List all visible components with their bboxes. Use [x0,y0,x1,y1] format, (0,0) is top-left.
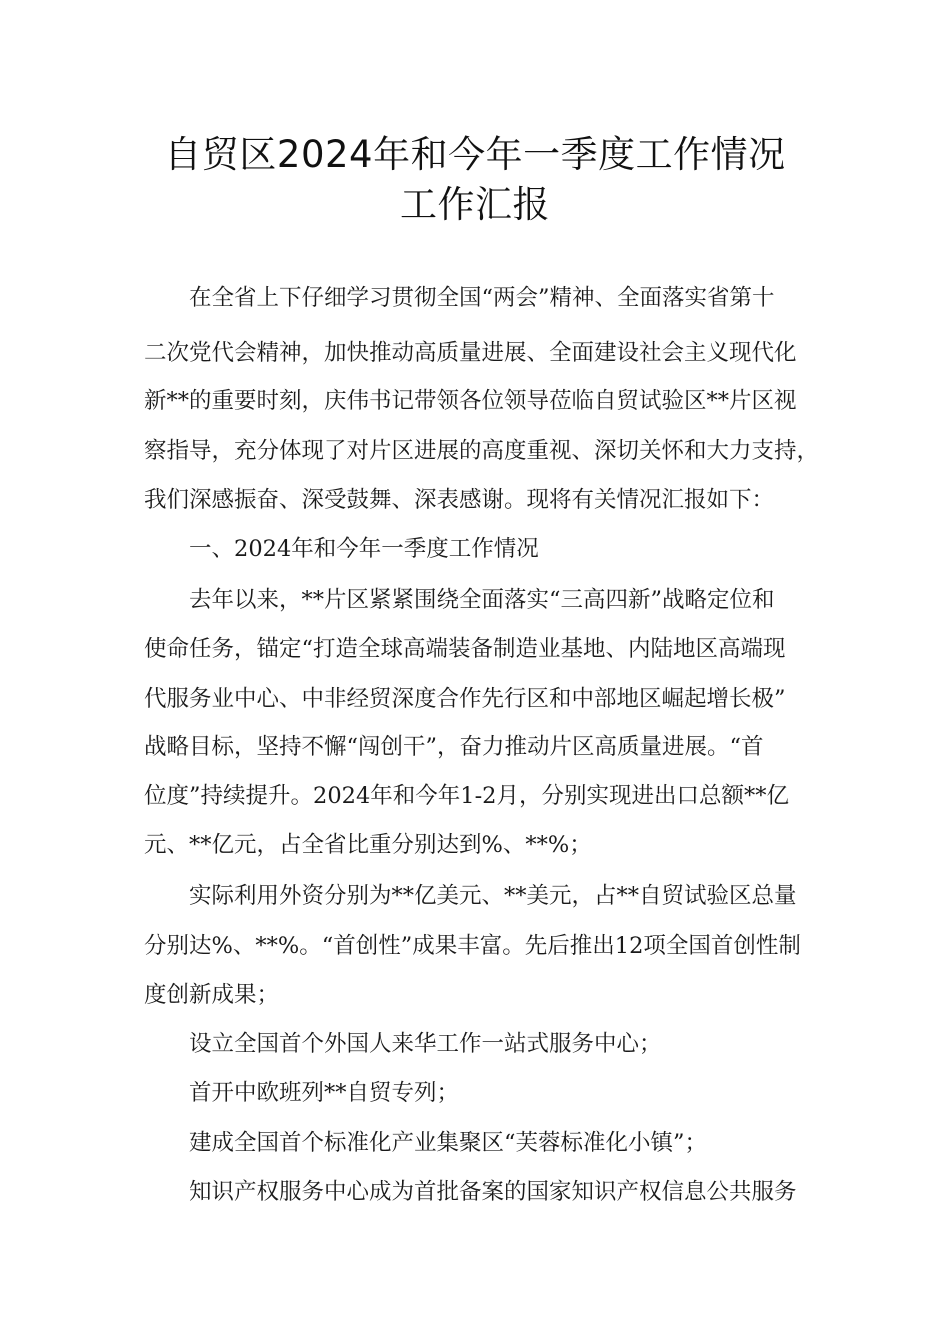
document-title-line-2: 工作汇报 [400,183,550,226]
paragraph-1-line-1: 在全省上下仔细学习贯彻全国“两会”精神、全面落实省第十 [189,285,775,311]
paragraph-2-line-3: 代服务业中心、中非经贸深度合作先行区和中部地区崛起增长极” [144,686,786,712]
paragraph-5: 首开中欧班列**自贸专列； [189,1080,460,1106]
paragraph-2-line-1: 去年以来，**片区紧紧围绕全面落实“三高四新”战略定位和 [189,587,775,613]
paragraph-2-line-6: 元、**亿元，占全省比重分别达到%、**%； [144,832,592,858]
paragraph-1-line-2: 二次党代会精神，加快推动高质量进展、全面建设社会主义现代化 [144,340,797,366]
paragraph-3-line-2: 分别达%、**%。“首创性”成果丰富。先后推出12项全国首创性制 [144,933,801,959]
paragraph-7-line-1: 知识产权服务中心成为首批备案的国家知识产权信息公共服务 [189,1179,797,1205]
paragraph-2-line-5: 位度”持续提升。2024年和今年1-2月，分别实现进出口总额**亿 [144,783,789,809]
paragraph-3-line-3: 度创新成果； [144,982,280,1008]
paragraph-6: 建成全国首个标准化产业集聚区“芙蓉标准化小镇”； [189,1130,708,1156]
paragraph-2-line-2: 使命任务，锚定“打造全球高端装备制造业基地、内陆地区高端现 [144,636,786,662]
section-heading-1: 一、2024年和今年一季度工作情况 [189,536,539,562]
paragraph-2-line-4: 战略目标，坚持不懈“闯创干”，奋力推动片区高质量进展。“首 [144,734,764,760]
document-title-line-1: 自贸区2024年和今年一季度工作情况 [164,133,786,176]
paragraph-1-line-3: 新**的重要时刻，庆伟书记带领各位领导莅临自贸试验区**片区视 [144,388,797,414]
paragraph-3-line-1: 实际利用外资分别为**亿美元、**美元，占**自贸试验区总量 [189,883,797,909]
paragraph-4: 设立全国首个外国人来华工作一站式服务中心； [189,1031,662,1057]
paragraph-1-line-4: 察指导，充分体现了对片区进展的高度重视、深切关怀和大力支持， [144,438,820,464]
paragraph-1-line-5: 我们深感振奋、深受鼓舞、深表感谢。现将有关情况汇报如下： [144,487,775,513]
